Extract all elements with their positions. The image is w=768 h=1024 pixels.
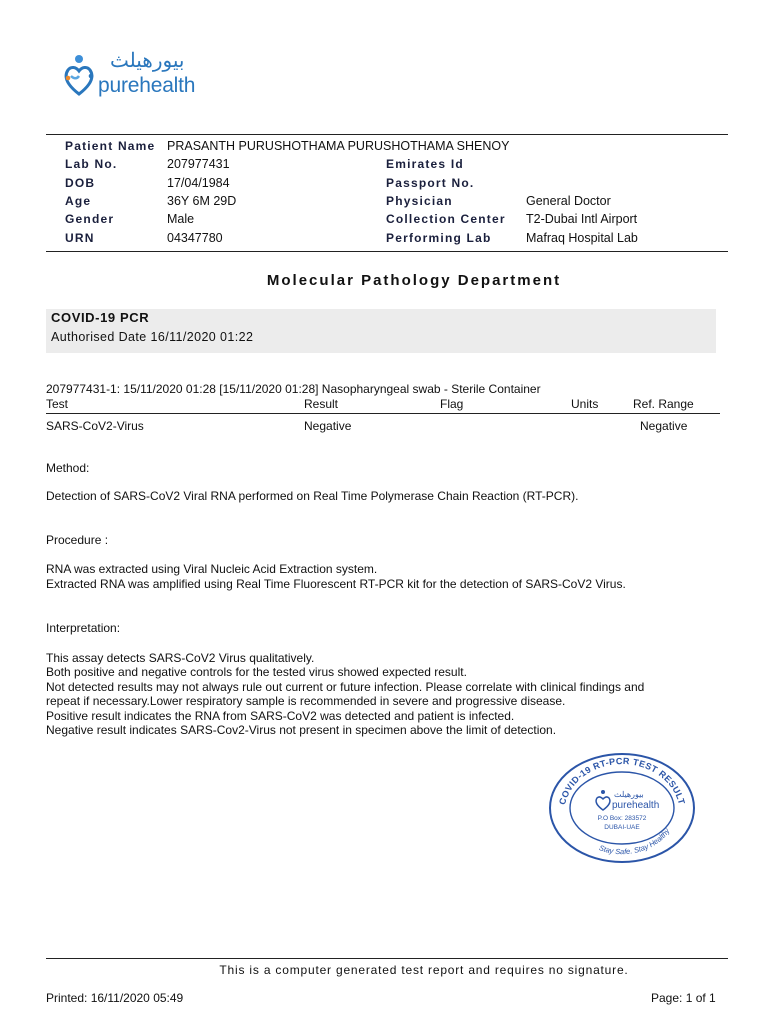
passport-label: Passport No. xyxy=(386,176,475,190)
result-ref-range: Negative xyxy=(640,419,688,433)
emirates-id-label: Emirates Id xyxy=(386,157,464,171)
physician-label: Physician xyxy=(386,194,453,208)
page-number: Page: 1 of 1 xyxy=(651,991,716,1005)
patient-name-value: PRASANTH PURUSHOTHAMA PURUSHOTHAMA SHENOY xyxy=(167,139,510,153)
printed-timestamp: Printed: 16/11/2020 05:49 xyxy=(46,991,184,1005)
logo-wordmark: purehealth xyxy=(98,74,196,97)
patient-divider xyxy=(46,251,728,252)
procedure-line: RNA was extracted using Viral Nucleic Acid Extraction system. xyxy=(46,562,378,576)
purehealth-logo xyxy=(62,48,222,104)
gender-label: Gender xyxy=(65,212,115,226)
stamp-arabic: بيورهيلث xyxy=(614,790,644,799)
age-value: 36Y 6M 29D xyxy=(167,194,237,208)
urn-label: URN xyxy=(65,231,95,245)
stamp-logo-icon xyxy=(596,790,610,810)
interpretation-line: Negative result indicates SARS-Cov2-Virus not present in specimen above the limit of detection. xyxy=(46,723,557,737)
department-title: Molecular Pathology Department xyxy=(266,272,562,289)
col-header-ref-range: Ref. Range xyxy=(633,397,694,411)
authorised-date: Authorised Date 16/11/2020 01:22 xyxy=(51,330,254,344)
method-heading: Method: xyxy=(46,461,90,475)
stamp-bottom-text: Stay Safe. Stay Healthy xyxy=(597,826,672,857)
physician-value: General Doctor xyxy=(526,194,611,208)
sample-line: 207977431-1: 15/11/2020 01:28 [15/11/2020 01:28] Nasopharyngeal swab - Sterile Container xyxy=(46,382,541,396)
interpretation-line: Not detected results may not always rule out current or future infection. Please correlate with clinical findings and xyxy=(46,680,645,694)
test-name: COVID-19 PCR xyxy=(51,310,150,325)
covid-test-stamp xyxy=(548,752,696,864)
interpretation-line: repeat if necessary.Lower respiratory sample is recommended in severe and progressive disease. xyxy=(46,694,566,708)
collection-center-label: Collection Center xyxy=(386,212,506,226)
col-header-result: Result xyxy=(304,397,339,411)
stamp-city: DUBAI-UAE xyxy=(604,824,640,831)
footer-note: This is a computer generated test report and requires no signature. xyxy=(219,963,629,977)
performing-lab-label: Performing Lab xyxy=(386,231,492,245)
lab-no-value: 207977431 xyxy=(167,157,230,171)
dob-label: DOB xyxy=(65,176,96,190)
table-header-divider xyxy=(46,413,720,414)
collection-center-value: T2-Dubai Intl Airport xyxy=(526,212,638,226)
gender-value: Male xyxy=(167,212,195,226)
patient-name-label: Patient Name xyxy=(65,139,156,153)
heart-person-icon xyxy=(62,54,98,98)
performing-lab-value: Mafraq Hospital Lab xyxy=(526,231,638,245)
col-header-test: Test xyxy=(46,397,69,411)
logo-arabic-text: بيورهيلث xyxy=(110,50,185,72)
result-test-name: SARS-CoV2-Virus xyxy=(46,419,144,433)
stamp-po-box: P.O Box: 283572 xyxy=(597,815,647,822)
method-text: Detection of SARS-CoV2 Viral RNA performed on Real Time Polymerase Chain Reaction (RT-PCR). xyxy=(46,489,579,503)
stamp-brand: purehealth xyxy=(612,800,660,811)
lab-no-label: Lab No. xyxy=(65,157,118,171)
dob-value: 17/04/1984 xyxy=(167,176,230,190)
col-header-flag: Flag xyxy=(440,397,464,411)
interpretation-line: This assay detects SARS-CoV2 Virus qualitatively. xyxy=(46,651,315,665)
age-label: Age xyxy=(65,194,92,208)
procedure-heading: Procedure : xyxy=(46,533,109,547)
interpretation-heading: Interpretation: xyxy=(46,621,121,635)
interpretation-line: Positive result indicates the RNA from SARS-CoV2 was detected and patient is infected. xyxy=(46,709,515,723)
procedure-line: Extracted RNA was amplified using Real Time Fluorescent RT-PCR kit for the detection of SARS-CoV2 Virus. xyxy=(46,577,626,591)
stamp-ring-text: COVID-19 RT-PCR TEST RESULT xyxy=(557,755,687,806)
footer-divider xyxy=(46,958,728,959)
urn-value: 04347780 xyxy=(167,231,223,245)
interpretation-line: Both positive and negative controls for the tested virus showed expected result. xyxy=(46,665,467,679)
col-header-units: Units xyxy=(571,397,599,411)
result-value: Negative xyxy=(304,419,352,433)
top-divider xyxy=(46,134,728,135)
